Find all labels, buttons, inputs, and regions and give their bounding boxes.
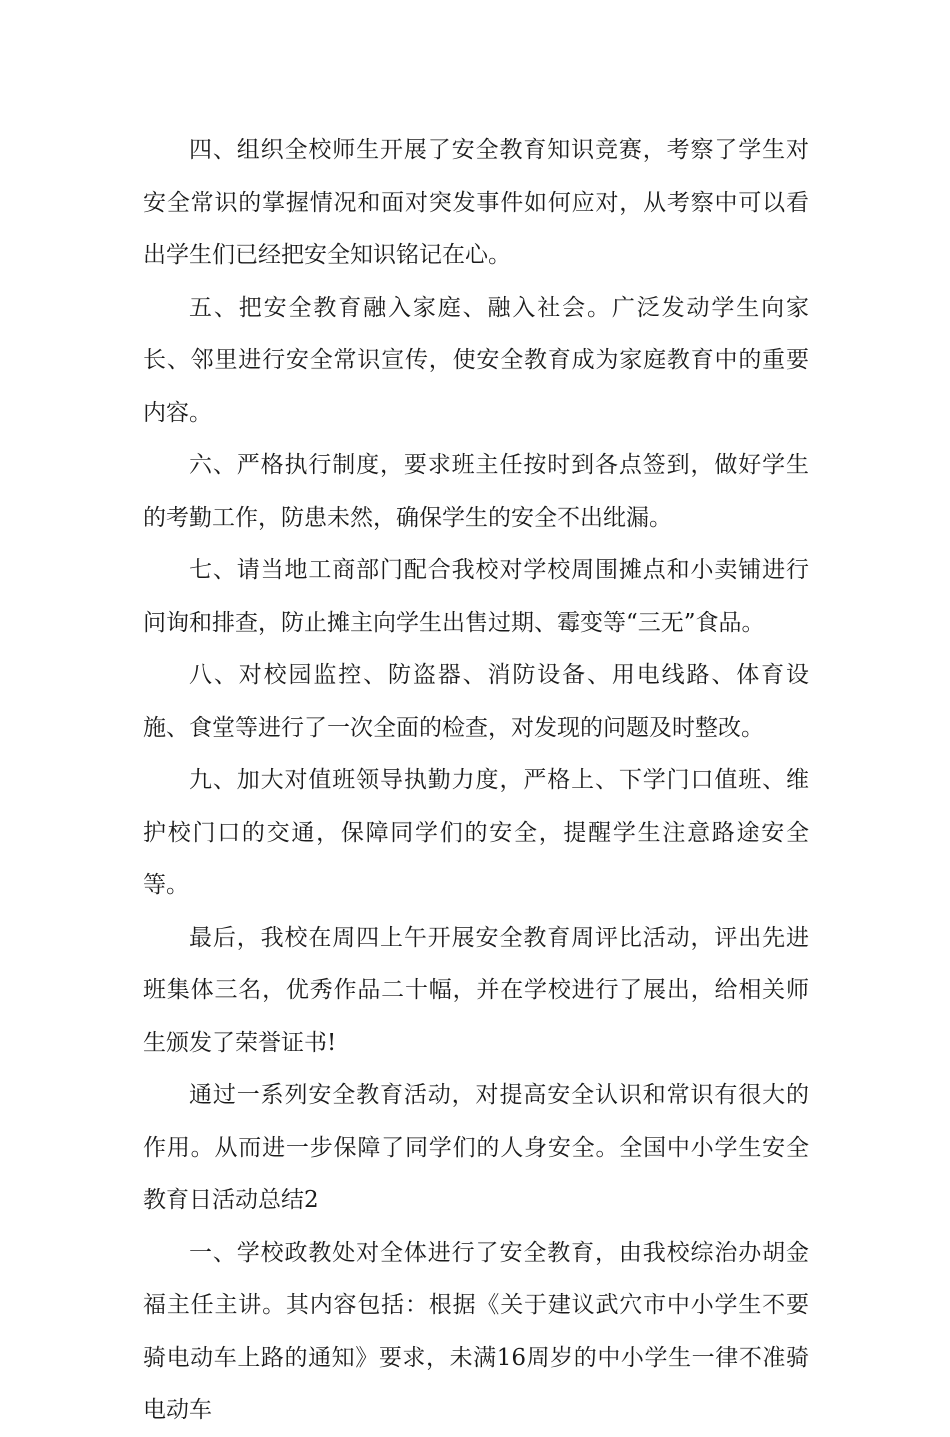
paragraph-7-vendor-inspection: 七、请当地工商部门配合我校对学校周围摊点和小卖铺进行问询和排查，防止摊主向学生出售过期、霉变等“三无”食品。 [143,557,809,636]
document-body [143,124,809,1437]
paragraph-8-facility-check: 八、对校园监控、防盗器、消防设备、用电线路、体育设施、食堂等进行了一次全面的检查，对发现的问题及时整改。 [143,662,809,741]
paragraph-4-safety-quiz: 四、组织全校师生开展了安全教育知识竞赛，考察了学生对安全常识的掌握情况和面对突发事件如何应对，从考察中可以看出学生们已经把安全知识铭记在心。 [143,137,809,268]
paragraph-1-political-education: 一、学校政教处对全体进行了安全教育，由我校综治办胡金福主任主讲。其内容包括：根据《关于建议武穴市中小学生不要骑电动车上路的通知》要求，未满16周岁的中小学生一律不准骑电动车 [143,1239,809,1423]
paragraph-conclusion: 通过一系列安全教育活动，对提高安全认识和常识有很大的作用。从而进一步保障了同学们的人身安全。全国中小学生安全教育日活动总结2 [143,1082,809,1213]
paragraph-6-attendance: 六、严格执行制度，要求班主任按时到各点签到，做好学生的考勤工作，防患未然，确保学生的安全不出纰漏。 [143,452,809,531]
paragraph-9-duty-patrol: 九、加大对值班领导执勤力度，严格上、下学门口值班、维护校门口的交通，保障同学们的安全，提醒学生注意路途安全等。 [143,767,809,898]
paragraph-finally-awards: 最后，我校在周四上午开展安全教育周评比活动，评出先进班集体三名，优秀作品二十幅，并在学校进行了展出，给相关师生颁发了荣誉证书! [143,924,809,1056]
paragraph-5-family-society: 五、把安全教育融入家庭、融入社会。广泛发动学生向家长、邻里进行安全常识宣传，使安全教育成为家庭教育中的重要内容。 [143,294,809,426]
